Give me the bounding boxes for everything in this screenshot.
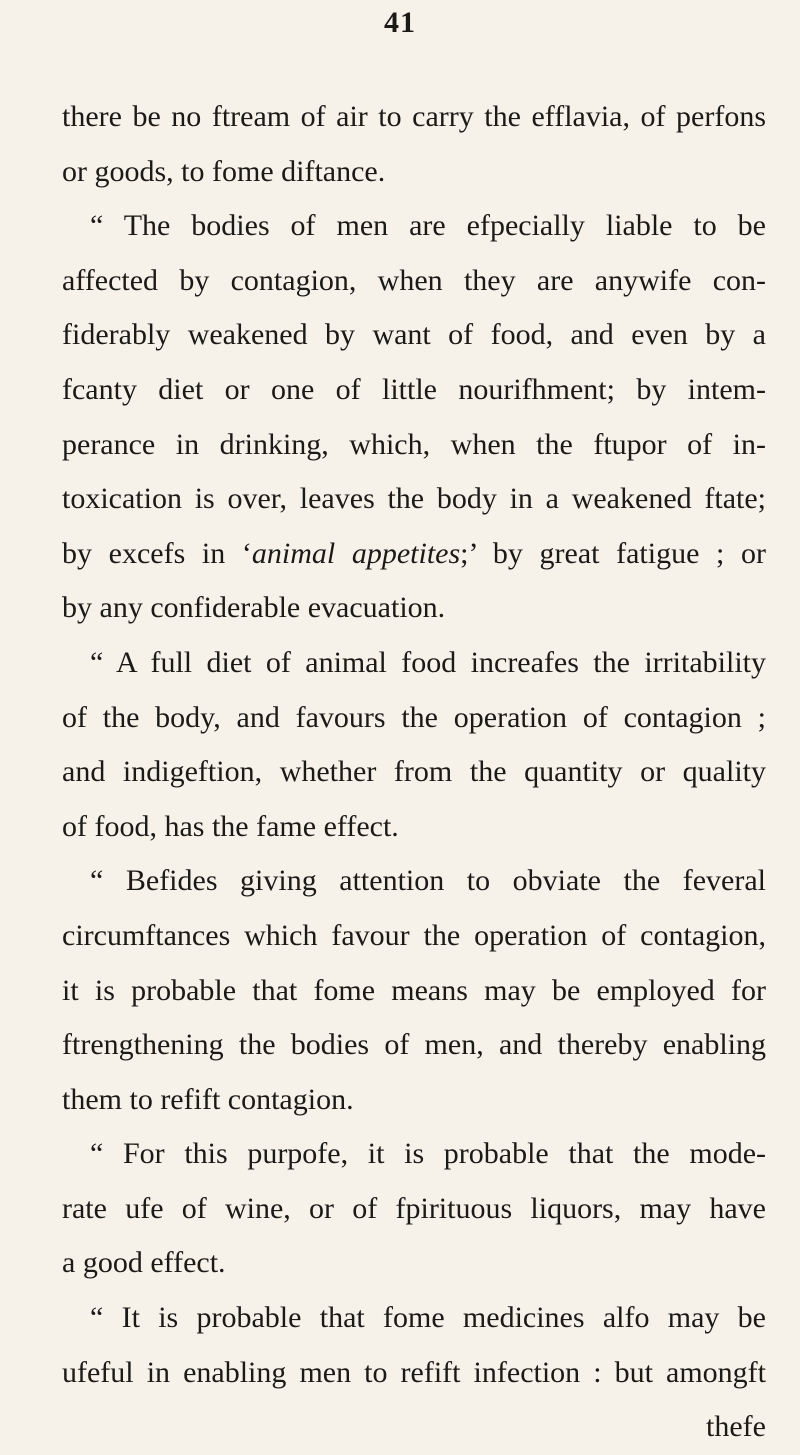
page-number: 41 bbox=[384, 6, 416, 39]
text-line: ufeful in enabling men to refift infection : but amongft bbox=[62, 1355, 766, 1389]
italic-phrase: animal appetites bbox=[251, 536, 461, 570]
text-line: “ For this purpofe, it is probable that the mode- bbox=[90, 1137, 766, 1171]
text-line: by any confiderable evacuation. bbox=[62, 591, 446, 625]
text-line: and indigeftion, whether from the quantity or quality bbox=[62, 755, 766, 789]
text-line: or goods, to fome diftance. bbox=[62, 154, 386, 188]
text-segment: by excefs in ‘ bbox=[62, 536, 252, 570]
text-line: “ The bodies of men are efpecially liable to be bbox=[90, 209, 766, 243]
body-text bbox=[62, 90, 766, 1455]
text-line: fcanty diet or one of little nourifhment; by intem- bbox=[62, 372, 766, 406]
text-line: it is probable that fome means may be employed for bbox=[62, 973, 766, 1007]
text-line: “ It is probable that fome medicines alfo may be bbox=[90, 1301, 766, 1335]
text-line: of food, has the fame effect. bbox=[62, 809, 399, 843]
text-line: a good effect. bbox=[62, 1246, 226, 1280]
text-line: circumftances which favour the operation of contagion, bbox=[62, 918, 766, 952]
text-line: “ Befides giving attention to obviate the feveral bbox=[90, 864, 766, 898]
text-line bbox=[62, 527, 766, 582]
text-line: fiderably weakened by want of food, and even by a bbox=[62, 318, 766, 352]
text-line: toxication is over, leaves the body in a weakened ftate; bbox=[62, 482, 766, 516]
text-line: rate ufe of wine, or of fpirituous liquors, may have bbox=[62, 1191, 766, 1225]
text-line: them to refift contagion. bbox=[62, 1082, 354, 1116]
text-line: ftrengthening the bodies of men, and thereby enabling bbox=[62, 1028, 766, 1062]
text-line: of the body, and favours the operation of contagion ; bbox=[62, 700, 766, 734]
text-line: perance in drinking, which, when the ftupor of in- bbox=[62, 427, 766, 461]
text-segment: ;’ by great fatigue ; or bbox=[460, 536, 767, 570]
text-line: there be no ftream of air to carry the efflavia, of perfons bbox=[62, 100, 766, 133]
text-line: affected by contagion, when they are anywife con- bbox=[62, 263, 766, 297]
text-line: thefe bbox=[706, 1410, 766, 1444]
text-line: “ A full diet of animal food increafes the irritability bbox=[90, 645, 766, 679]
